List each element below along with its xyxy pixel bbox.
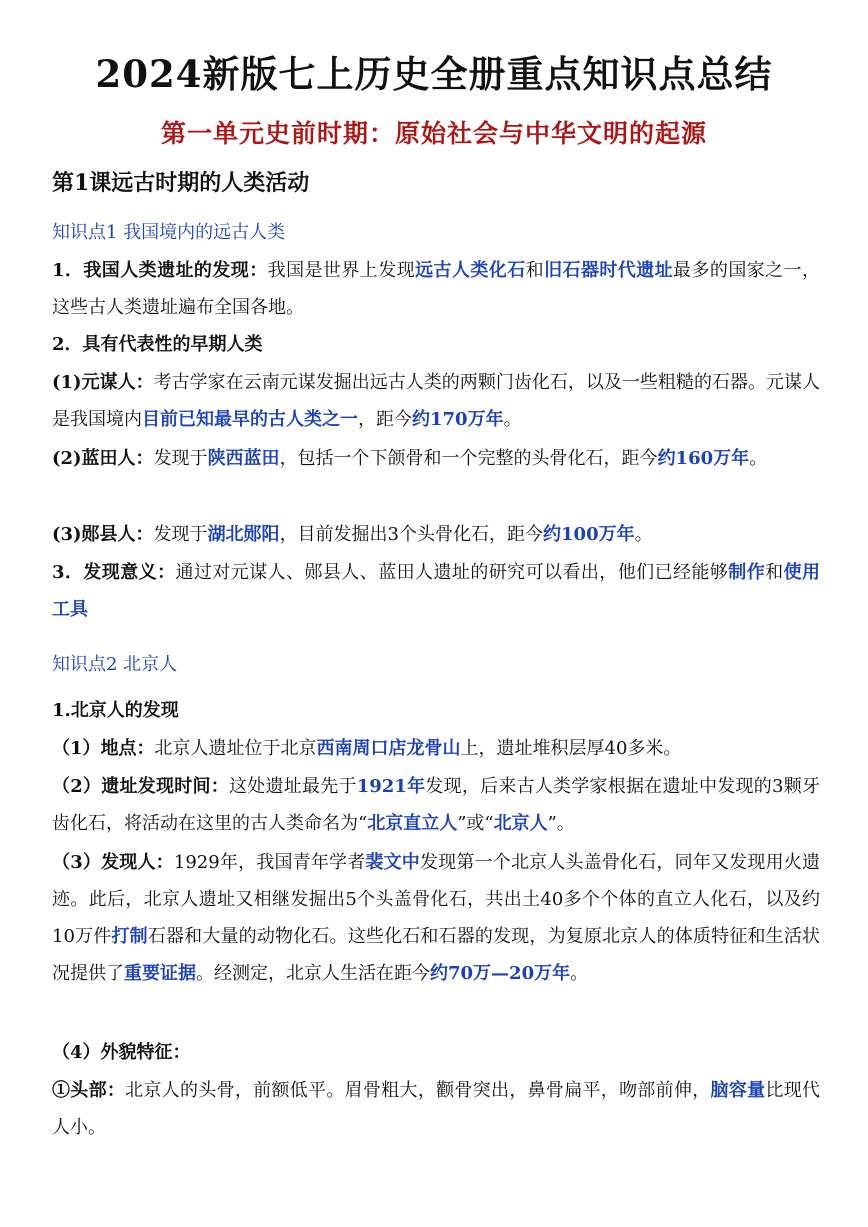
highlight: 使用工具 <box>52 562 821 620</box>
highlight: 约170万年 <box>412 409 504 430</box>
highlight: 远古人类化石 <box>415 260 526 281</box>
paragraph-text: 最多的国家之一，这些古人类遗址遍布全国各地。 <box>52 260 821 318</box>
kp2-paragraph-2 <box>52 730 820 767</box>
highlight: 制作 <box>728 562 766 583</box>
highlight: 湖北郧阳 <box>207 524 280 545</box>
highlight: 旧石器时代遗址 <box>544 260 674 281</box>
paragraph-lead: （1）地点： <box>52 738 155 759</box>
paragraph-text: 和 <box>765 562 784 583</box>
paragraph-lead: 3．发现意义： <box>52 562 176 583</box>
highlight: 裴文中 <box>365 852 420 873</box>
kp1-paragraph-2 <box>52 326 820 363</box>
paragraph-text: 发现于 <box>153 524 208 545</box>
paragraph-text: 发现第一个北京人头盖骨化石，同年又发现用火遗迹。此后，北京人遗址又相继发掘出5个头盖骨化石，共出土40多个个体的直立人化石，以及约10万件 <box>52 852 821 947</box>
highlight: 陕西蓝田 <box>207 448 280 469</box>
paragraph-lead: (1)元谋人： <box>52 372 154 393</box>
paragraph-text: ，距今 <box>358 409 412 430</box>
knowledge-point-2-heading: 知识点2 北京人 <box>52 654 178 675</box>
paragraph-text: ，包括一个下颌骨和一个完整的头骨化石，距今 <box>279 448 658 469</box>
highlight: 1921年 <box>356 776 426 797</box>
paragraph-text: 发现，后来古人类学家根据在遗址中发现的3颗牙齿化石，将活动在这里的古人类命名为“ <box>52 776 820 834</box>
kp2-paragraph-5 <box>52 1034 820 1071</box>
kp2-paragraph-3 <box>52 768 820 842</box>
paragraph-lead: 2．具有代表性的早期人类 <box>52 334 263 355</box>
paragraph-text: 通过对元谋人、郧县人、蓝田人遗址的研究可以看出，他们已经能够 <box>175 562 729 583</box>
paragraph-lead: 1．我国人类遗址的发现： <box>52 260 268 281</box>
paragraph-lead: （4）外貌特征： <box>52 1042 191 1063</box>
highlight: 目前已知最早的古人类之一 <box>142 409 358 430</box>
highlight: 约160万年 <box>657 448 750 469</box>
kp1-paragraph-1 <box>52 252 820 326</box>
highlight: 约100万年 <box>543 524 635 545</box>
kp2-paragraph-1 <box>52 692 820 729</box>
paragraph-text: 。 <box>570 963 589 984</box>
paragraph-text: 我国是世界上发现 <box>267 260 416 281</box>
paragraph-lead: ①头部： <box>52 1080 126 1101</box>
highlight: 脑容量 <box>710 1080 766 1101</box>
paragraph-lead: (3)郧县人： <box>52 524 154 545</box>
document-title: 2024新版七上历史全册重点知识点总结 <box>95 52 773 96</box>
paragraph-text: ，目前发掘出3个头骨化石，距今 <box>279 524 544 545</box>
paragraph-text: 。 <box>503 409 522 430</box>
lesson-title: 第1课远古时期的人类活动 <box>52 170 310 196</box>
paragraph-text: 。经测定，北京人生活在距今 <box>196 963 430 984</box>
paragraph-text: 这处遗址最先于 <box>229 776 357 797</box>
highlight: 打制 <box>111 926 148 947</box>
highlight: 约70万—20万年 <box>430 963 571 984</box>
kp2-paragraph-4 <box>52 844 820 992</box>
highlight: 北京直立人 <box>367 813 458 834</box>
paragraph-text: ”。 <box>547 813 575 834</box>
paragraph-lead: （3）发现人： <box>52 852 174 873</box>
paragraph-lead: （2）遗址发现时间： <box>52 776 229 797</box>
kp1-paragraph-5 <box>52 516 820 553</box>
paragraph-lead: (2)蓝田人： <box>52 448 154 469</box>
highlight: 西南周口店龙骨山 <box>316 738 461 759</box>
paragraph-text: 1929年，我国青年学者 <box>173 852 366 873</box>
paragraph-text: 北京人遗址位于北京 <box>154 738 317 759</box>
kp1-paragraph-6 <box>52 554 820 628</box>
knowledge-point-1-heading: 知识点1 我国境内的远古人类 <box>52 222 286 243</box>
paragraph-text: ”或“ <box>457 813 494 834</box>
paragraph-text: 。 <box>634 524 653 545</box>
highlight: 北京人 <box>493 813 548 834</box>
highlight: 重要证据 <box>124 963 196 984</box>
paragraph-text: 考古学家在云南元谋发掘出远古人类的两颗门齿化石，以及一些粗糙的石器。元谋人是我国境内 <box>52 372 821 430</box>
paragraph-lead: 1.北京人的发现 <box>52 700 179 721</box>
kp2-paragraph-6 <box>52 1072 820 1146</box>
paragraph-text: 石器和大量的动物化石。这些化石和石器的发现，为复原北京人的体质特征和生活状况提供了 <box>52 926 821 984</box>
paragraph-text: 发现于 <box>153 448 208 469</box>
paragraph-text: 比现代人小。 <box>52 1080 821 1138</box>
paragraph-text: 。 <box>749 448 768 469</box>
unit-title: 第一单元史前时期：原始社会与中华文明的起源 <box>160 119 707 148</box>
paragraph-text: 和 <box>525 260 545 281</box>
kp1-paragraph-4 <box>52 440 820 477</box>
paragraph-text: 上，遗址堆积层厚40多米。 <box>460 738 682 759</box>
paragraph-text: 北京人的头骨，前额低平。眉骨粗大，颧骨突出，鼻骨扁平，吻部前伸， <box>125 1080 711 1101</box>
kp1-paragraph-3 <box>52 364 820 438</box>
